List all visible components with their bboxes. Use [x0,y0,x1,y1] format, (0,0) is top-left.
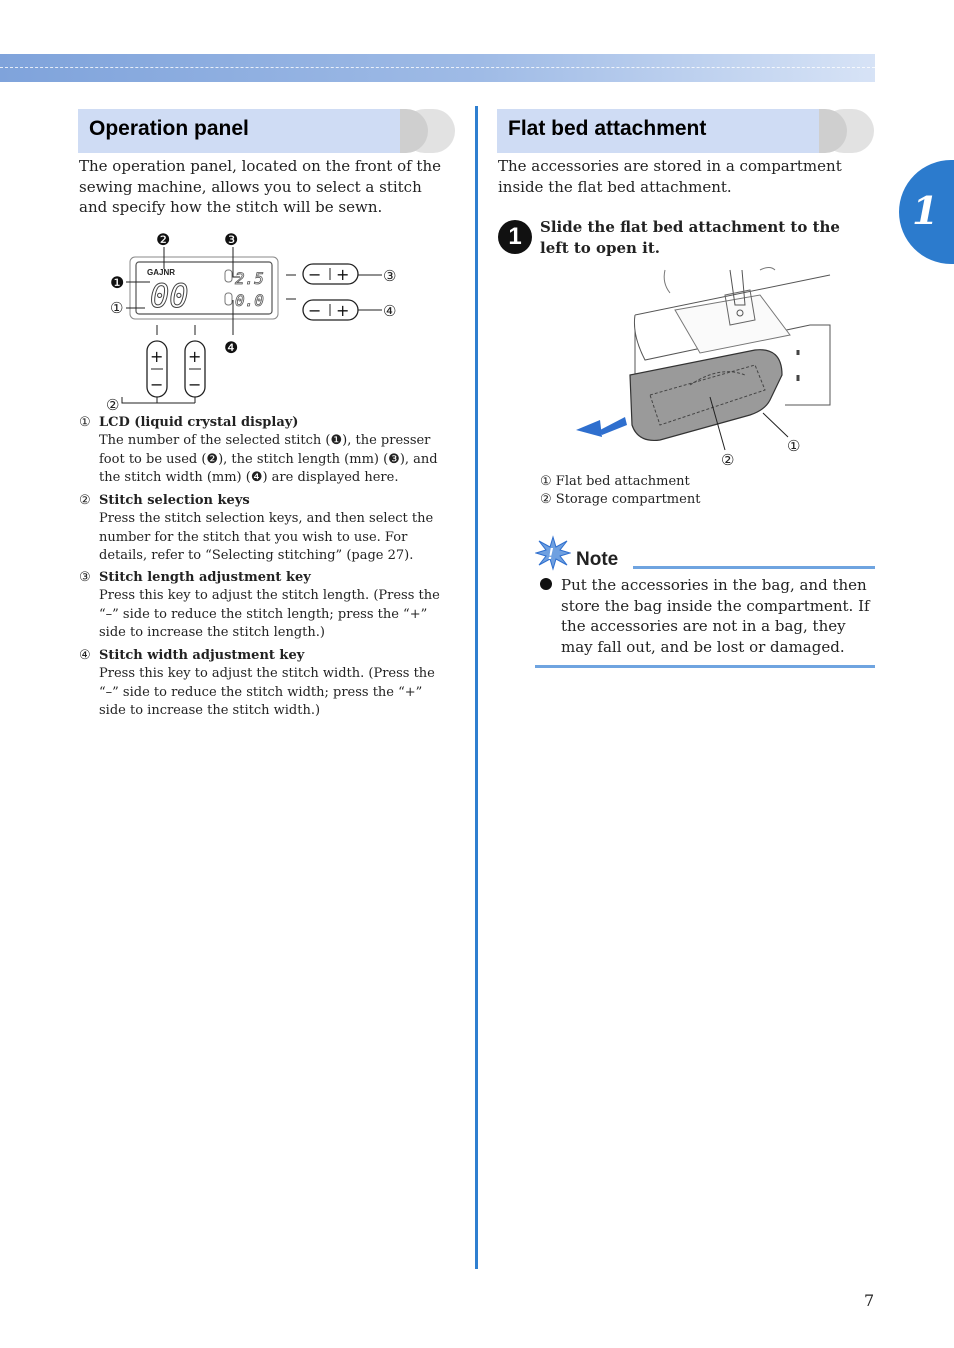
note-title: Note [576,549,619,570]
section-header-operation-panel [78,109,456,153]
page-number: 7 [864,1291,875,1310]
stitch-minus-left-icon[interactable]: − [150,375,164,394]
note-bottom-line [535,665,875,668]
callout-4: ④ [383,302,397,320]
operation-panel-diagram [100,225,410,415]
note-text: Put the accessories in the bag, and then store the bag inside the compartment. If the accessories are not in a bag, they may fall out, and be lost or damaged. [561,576,870,656]
chapter-number: 1 [912,188,939,233]
header-band [0,54,875,82]
length-plus-icon[interactable]: + [336,265,350,284]
section-header-flat-bed [497,109,875,153]
step-instruction: Slide the flat bed attachment to the left to open it. [540,218,840,257]
flat-bed-illustration [570,265,840,470]
column-divider [475,106,478,1269]
figure-callout-1: ① [787,437,801,455]
stitch-plus-left-icon[interactable]: + [150,347,164,366]
stitch-plus-right-icon[interactable]: + [188,347,202,366]
lcd-foot-label: GAJNR [147,268,176,277]
note-top-line [633,566,875,569]
flat-bed-intro: The accessories are stored in a compartment inside the flat bed attachment. [498,157,842,196]
step-number-badge: 1 [498,220,532,254]
callout-1: ① [110,299,124,317]
item-stitch-width-key: ④ Stitch width adjustment key Press this key to adjust the stitch width. (Press the “–” side to reduce the stitch width; press the “+” side to increase the stitch width.) [79,648,435,718]
section-title: Operation panel [89,117,249,140]
callout-2: ② [106,396,120,414]
callout-d1: ❶ [110,273,125,292]
stitch-minus-right-icon[interactable]: − [188,375,202,394]
lcd-width-digits: 0.0 [235,291,264,310]
width-plus-icon[interactable]: + [336,301,350,320]
note-icon [535,535,571,571]
section-title: Flat bed attachment [508,117,707,140]
operation-panel-intro: The operation panel, located on the front of the sewing machine, allows you to select a stitch and specify how the stitch will be sewn. [79,157,441,216]
svg-text:!: ! [548,546,554,563]
lcd-length-digits: 2.5 [235,269,264,288]
item-stitch-length-key: ③ Stitch length adjustment key Press this key to adjust the stitch length. (Press the “–” side to reduce the stitch length; press the “+” side to increase the stitch length.) [79,570,440,640]
item-lcd: ① LCD (liquid crystal display) The number of the selected stitch (❶), the presser foot to be used (❷), the stitch length (mm) (❸), and the stitch width (mm) (❹) are displayed here. [79,415,438,485]
callout-d2: ❷ [156,230,171,249]
lcd-stitch-digits: 00 [150,277,189,315]
callout-3: ③ [383,267,397,285]
caption-flat-bed: ① Flat bed attachment [540,474,690,489]
note-bullet [540,578,552,590]
length-minus-icon[interactable]: − [308,265,322,284]
width-minus-icon[interactable]: − [308,301,322,320]
item-stitch-selection-keys: ② Stitch selection keys Press the stitch selection keys, and then select the number for the stitch that you wish to use. For details, refer to “Selecting stitching” (page 27). [79,493,434,563]
figure-callout-2: ② [721,451,735,469]
caption-storage: ② Storage compartment [540,492,701,507]
callout-d4: ❹ [224,338,239,357]
callout-d3: ❸ [224,230,239,249]
